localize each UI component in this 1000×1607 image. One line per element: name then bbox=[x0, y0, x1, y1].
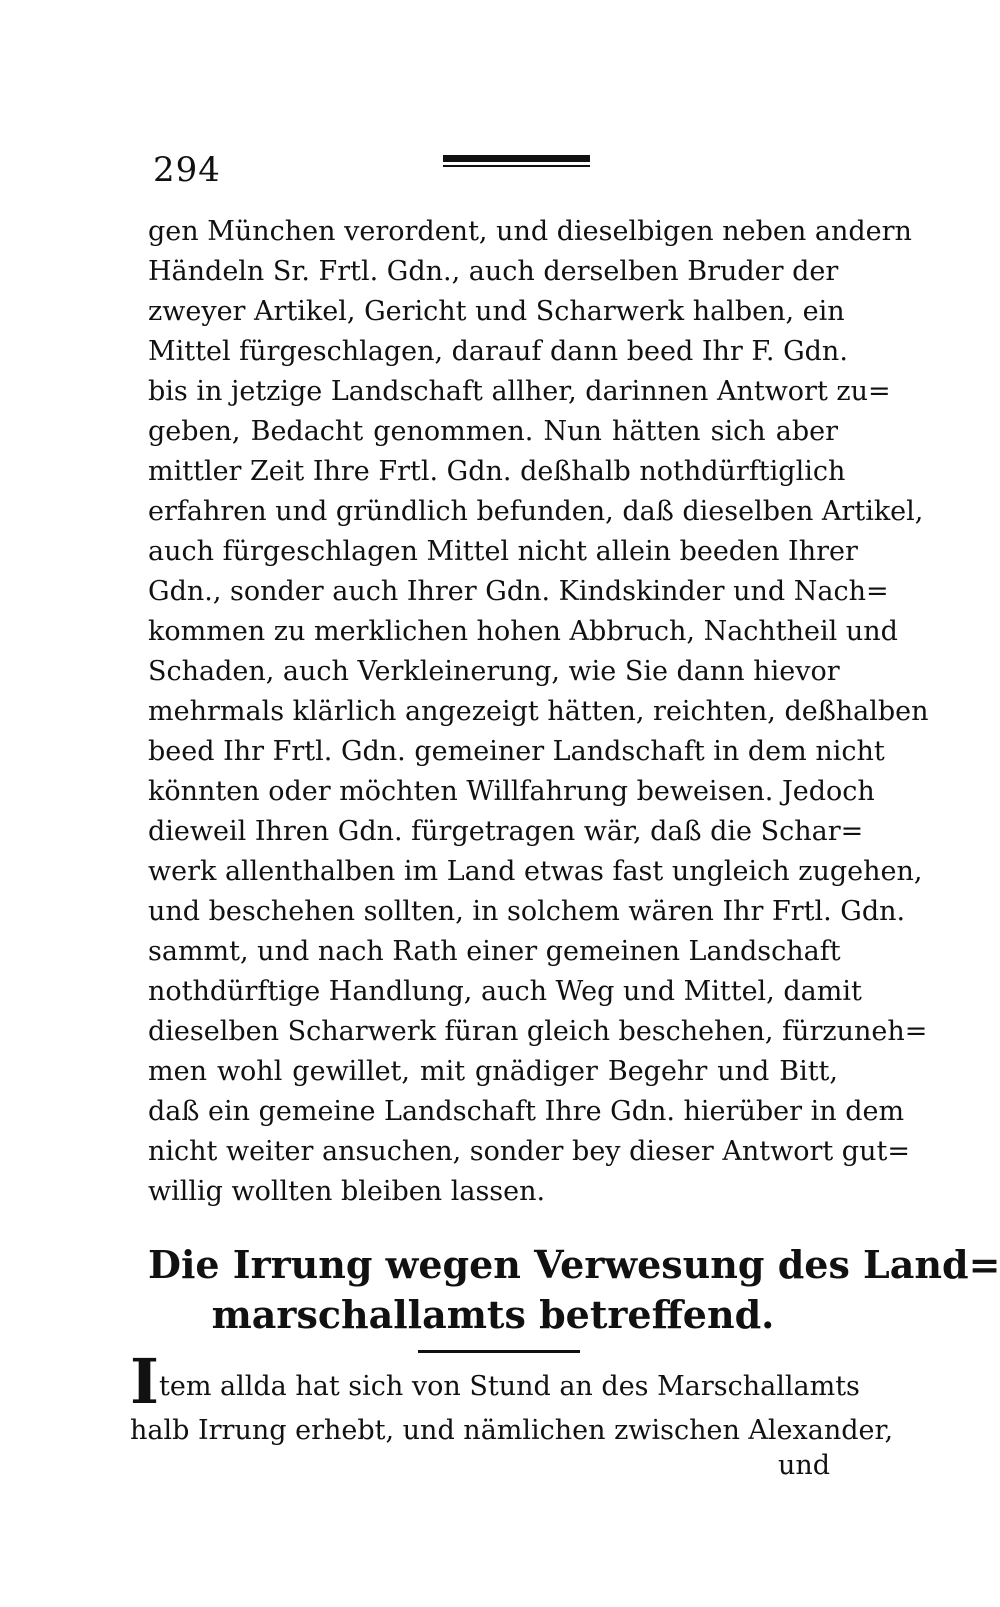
body-line: auch fürgeschlagen Mittel nicht allein beeden Ihrer bbox=[148, 536, 858, 567]
header-rule-thick bbox=[443, 155, 590, 162]
body-line: geben, Bedacht genommen. Nun hätten sich aber bbox=[148, 416, 838, 447]
body-line: Mittel fürgeschlagen, darauf dann beed Ihr F. Gdn. bbox=[148, 336, 848, 367]
section-paragraph bbox=[130, 1345, 894, 1454]
body-line: nothdürftige Handlung, auch Weg und Mittel, damit bbox=[148, 976, 862, 1007]
body-line: Schaden, auch Verkleinerung, wie Sie dann hievor bbox=[148, 656, 840, 687]
header-rule bbox=[443, 155, 590, 167]
section-heading-line: Die Irrung wegen Verwesung des Land= bbox=[148, 1242, 1000, 1287]
body-line: beed Ihr Frtl. Gdn. gemeiner Landschaft in dem nicht bbox=[148, 736, 885, 767]
section-line-text: tem allda hat sich von Stund an des Marschallamts bbox=[159, 1371, 860, 1402]
body-line: könnten oder möchten Willfahrung beweisen. Jedoch bbox=[148, 776, 875, 807]
section-line: halb Irrung erhebt, und nämlichen zwischen Alexander, bbox=[130, 1415, 894, 1446]
body-line: kommen zu merklichen hohen Abbruch, Nachtheil und bbox=[148, 616, 898, 647]
body-line: mehrmals klärlich angezeigt hätten, reichten, deßhalben bbox=[148, 696, 929, 727]
section-heading-line: marschallamts betreffend. bbox=[211, 1292, 775, 1337]
body-line: sammt, und nach Rath einer gemeinen Landschaft bbox=[148, 936, 841, 967]
body-line: dieweil Ihren Gdn. fürgetragen wär, daß die Schar= bbox=[148, 816, 864, 847]
body-line: werk allenthalben im Land etwas fast ungleich zugehen, bbox=[148, 856, 923, 887]
body-line: men wohl gewillet, mit gnädiger Begehr und Bitt, bbox=[148, 1056, 838, 1087]
page-number: 294 bbox=[153, 150, 221, 190]
body-line: willig wollten bleiben lassen. bbox=[148, 1176, 546, 1207]
body-line: Händeln Sr. Frtl. Gdn., auch derselben Bruder der bbox=[148, 256, 839, 287]
section-heading bbox=[148, 1240, 1000, 1340]
section-line bbox=[130, 1345, 860, 1418]
drop-cap: I bbox=[130, 1345, 160, 1418]
body-line: dieselben Scharwerk füran gleich beschehen, fürzuneh= bbox=[148, 1016, 928, 1047]
header-rule-thin bbox=[443, 165, 590, 167]
body-line: mittler Zeit Ihre Frtl. Gdn. deßhalb nothdürftiglich bbox=[148, 456, 846, 487]
body-line: daß ein gemeine Landschaft Ihre Gdn. hierüber in dem bbox=[148, 1096, 905, 1127]
body-line: Gdn., sonder auch Ihrer Gdn. Kindskinder und Nach= bbox=[148, 576, 889, 607]
body-line: erfahren und gründlich befunden, daß dieselben Artikel, bbox=[148, 496, 924, 527]
body-line: nicht weiter ansuchen, sonder bey dieser Antwort gut= bbox=[148, 1136, 910, 1167]
body-paragraph bbox=[148, 212, 929, 1212]
catchword: und bbox=[777, 1450, 830, 1481]
body-line: gen München verordent, und dieselbigen neben andern bbox=[148, 216, 912, 247]
body-line: bis in jetzige Landschaft allher, darinnen Antwort zu= bbox=[148, 376, 891, 407]
section-separator-rule bbox=[418, 1350, 580, 1353]
body-line: zweyer Artikel, Gericht und Scharwerk halben, ein bbox=[148, 296, 845, 327]
body-line: und beschehen sollten, in solchem wären Ihr Frtl. Gdn. bbox=[148, 896, 906, 927]
